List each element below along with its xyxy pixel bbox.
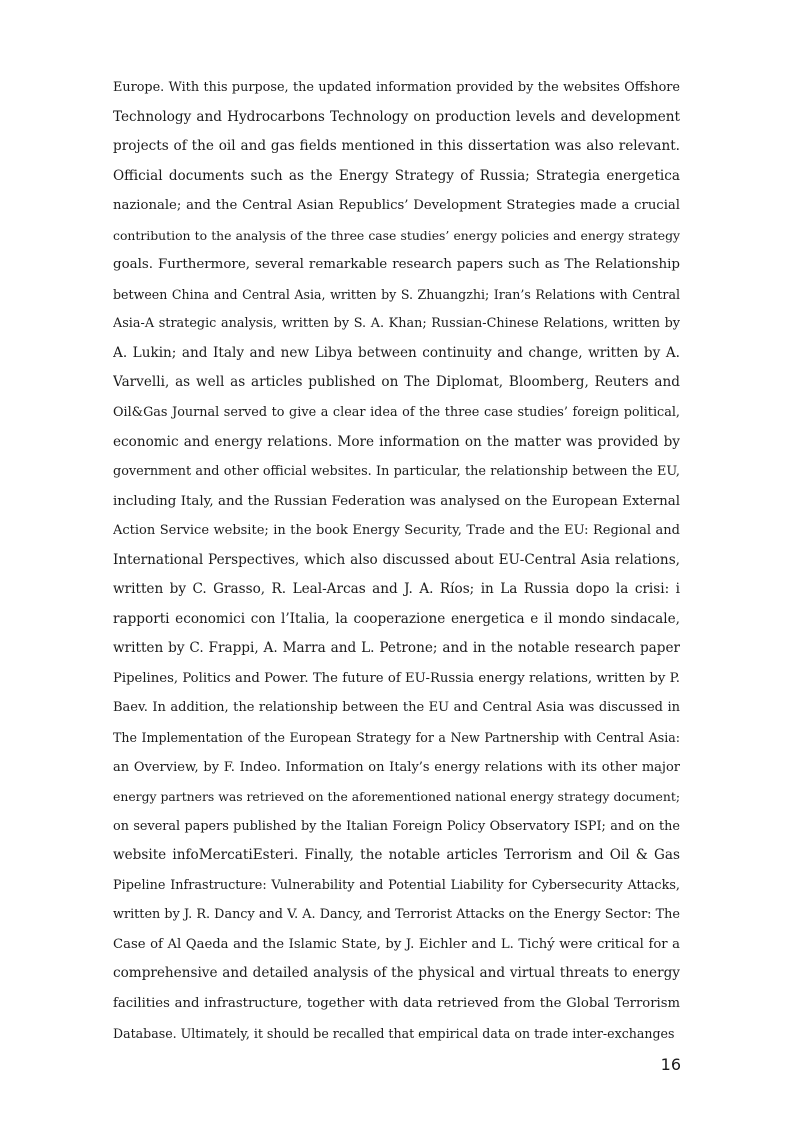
text-line: A. Lukin; and Italy and new Libya between continuity and change, written by A. — [113, 344, 680, 361]
text-line: rapporti economici con l’Italia, la cooperazione energetica e il mondo sindacale, — [113, 610, 680, 627]
text-line: projects of the oil and gas fields mentioned in this dissertation was also relevant. — [113, 138, 680, 155]
text-line: written by J. R. Dancy and V. A. Dancy, and Terrorist Attacks on the Energy Sector: The — [113, 907, 680, 923]
text-line: Europe. With this purpose, the updated information provided by the websites Offshore — [113, 80, 680, 95]
text-line: website infoMercatiEsteri. Finally, the notable articles Terrorism and Oil & Gas — [113, 847, 680, 864]
text-line: Oil&Gas Journal served to give a clear idea of the three case studies’ foreign political, — [113, 405, 680, 421]
text-line: government and other official websites. In particular, the relationship between the EU, — [113, 464, 680, 480]
text-line: The Implementation of the European Strategy for a New Partnership with Central Asia: — [113, 730, 680, 746]
text-line: between China and Central Asia, written by S. Zhuangzhi; Iran’s Relations with Central — [113, 286, 680, 302]
text-line: facilities and infrastructure, together with data retrieved from the Global Terrorism — [113, 995, 680, 1011]
body-text — [113, 73, 680, 1048]
text-line: International Perspectives, which also discussed about EU-Central Asia relations, — [113, 551, 680, 568]
text-line: Pipelines, Politics and Power. The future of EU-Russia energy relations, written by P. — [113, 670, 680, 686]
text-line: Official documents such as the Energy Strategy of Russia; Strategia energetica — [113, 167, 680, 184]
text-line: energy partners was retrieved on the aforementioned national energy strategy document; — [113, 789, 680, 805]
text-line: nazionale; and the Central Asian Republics’ Development Strategies made a crucial — [113, 198, 680, 214]
text-line: written by C. Frappi, A. Marra and L. Petrone; and in the notable research paper — [113, 640, 680, 657]
text-line: goals. Furthermore, several remarkable research papers such as The Relationship — [113, 257, 680, 273]
text-line: including Italy, and the Russian Federation was analysed on the European External — [113, 493, 680, 509]
text-line: Database. Ultimately, it should be recalled that empirical data on trade inter-exchanges — [113, 1025, 675, 1041]
text-line: Varvelli, as well as articles published on The Diplomat, Bloomberg, Reuters and — [113, 374, 680, 391]
text-line: Action Service website; in the book Energy Security, Trade and the EU: Regional and — [113, 523, 680, 539]
text-line: written by C. Grasso, R. Leal-Arcas and J. A. Ríos; in La Russia dopo la crisi: i — [113, 581, 680, 598]
text-line: contribution to the analysis of the three case studies’ energy policies and energy strategy — [113, 227, 680, 243]
page-number: 16 — [660, 1055, 681, 1074]
text-line: Asia-A strategic analysis, written by S. A. Khan; Russian-Chinese Relations, written by — [113, 316, 680, 332]
text-line: Technology and Hydrocarbons Technology on production levels and development — [113, 108, 680, 125]
text-line: economic and energy relations. More information on the matter was provided by — [113, 433, 680, 450]
text-line: Case of Al Qaeda and the Islamic State, by J. Eichler and L. Tichý were critical for a — [113, 936, 680, 952]
text-line: an Overview, by F. Indeo. Information on Italy’s energy relations with its other major — [113, 759, 680, 775]
text-line: comprehensive and detailed analysis of the physical and virtual threats to energy — [113, 965, 680, 982]
text-line: Pipeline Infrastructure: Vulnerability and Potential Liability for Cybersecurity Attacks, — [113, 877, 680, 893]
text-line: Baev. In addition, the relationship between the EU and Central Asia was discussed in — [113, 700, 680, 716]
text-line: on several papers published by the Italian Foreign Policy Observatory ISPI; and on the — [113, 818, 680, 834]
